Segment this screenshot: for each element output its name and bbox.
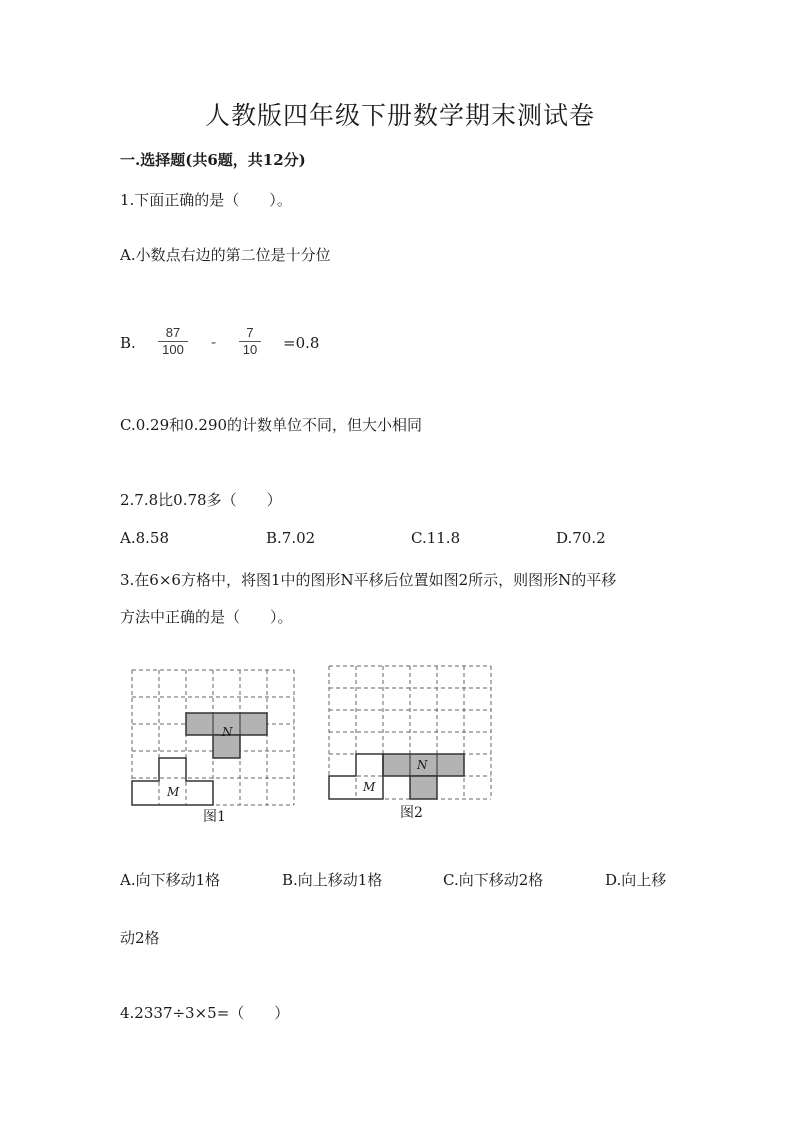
- question-1-option-a: A.小数点右边的第二位是十分位: [120, 246, 331, 264]
- question-2-stem: 2.7.8比0.78多（ ）: [120, 491, 282, 509]
- fraction-denominator: 100: [162, 342, 184, 357]
- page-title: 人教版四年级下册数学期末测试卷: [204, 101, 595, 130]
- question-1-option-b-label: B.: [120, 334, 136, 352]
- minus-sign: -: [211, 333, 217, 351]
- question-3-stem-line1: 3.在6×6方格中，将图1中的图形N平移后位置如图2所示，则图形N的平移: [120, 571, 617, 589]
- fraction-87-100: [158, 326, 188, 357]
- question-1-stem: 1.下面正确的是（ ）。: [120, 191, 292, 209]
- question-3-option-a: A.向下移动1格: [120, 871, 221, 889]
- section-heading: 一.选择题(共6题，共12分): [120, 151, 306, 169]
- label-n: N: [417, 758, 428, 772]
- fraction-numerator: 7: [246, 325, 254, 340]
- question-4-stem: 4.2337÷3×5=（ ）: [120, 1004, 290, 1022]
- question-3-option-c: C.向下移动2格: [443, 871, 544, 889]
- question-2-option-c: C.11.8: [411, 529, 461, 547]
- label-m: M: [363, 780, 376, 794]
- question-3-option-d: D.向上移: [605, 871, 667, 889]
- question-3-option-b: B.向上移动1格: [282, 871, 383, 889]
- question-3-option-d-wrap: 动2格: [120, 929, 160, 947]
- figure-2-caption: 图2: [400, 805, 423, 821]
- question-1-option-c: C.0.29和0.290的计数单位不同，但大小相同: [120, 416, 423, 434]
- figure-2-grid: [327, 664, 495, 804]
- figure-1: [130, 668, 298, 825]
- question-3-stem-line2: 方法中正确的是（ ）。: [120, 608, 293, 626]
- question-1-option-b-result: =0.8: [283, 334, 320, 352]
- figure-1-caption: 图1: [203, 809, 226, 825]
- fraction-numerator: 87: [165, 325, 181, 340]
- fraction-denominator: 10: [242, 342, 258, 357]
- figure-1-grid: [130, 668, 298, 808]
- label-n: N: [222, 725, 233, 739]
- question-2-option-b: B.7.02: [266, 529, 316, 547]
- fraction-7-10: [239, 326, 261, 357]
- question-2-option-d: D.70.2: [556, 529, 606, 547]
- figure-2: [327, 664, 495, 821]
- label-m: M: [167, 785, 180, 799]
- question-2-option-a: A.8.58: [120, 529, 169, 547]
